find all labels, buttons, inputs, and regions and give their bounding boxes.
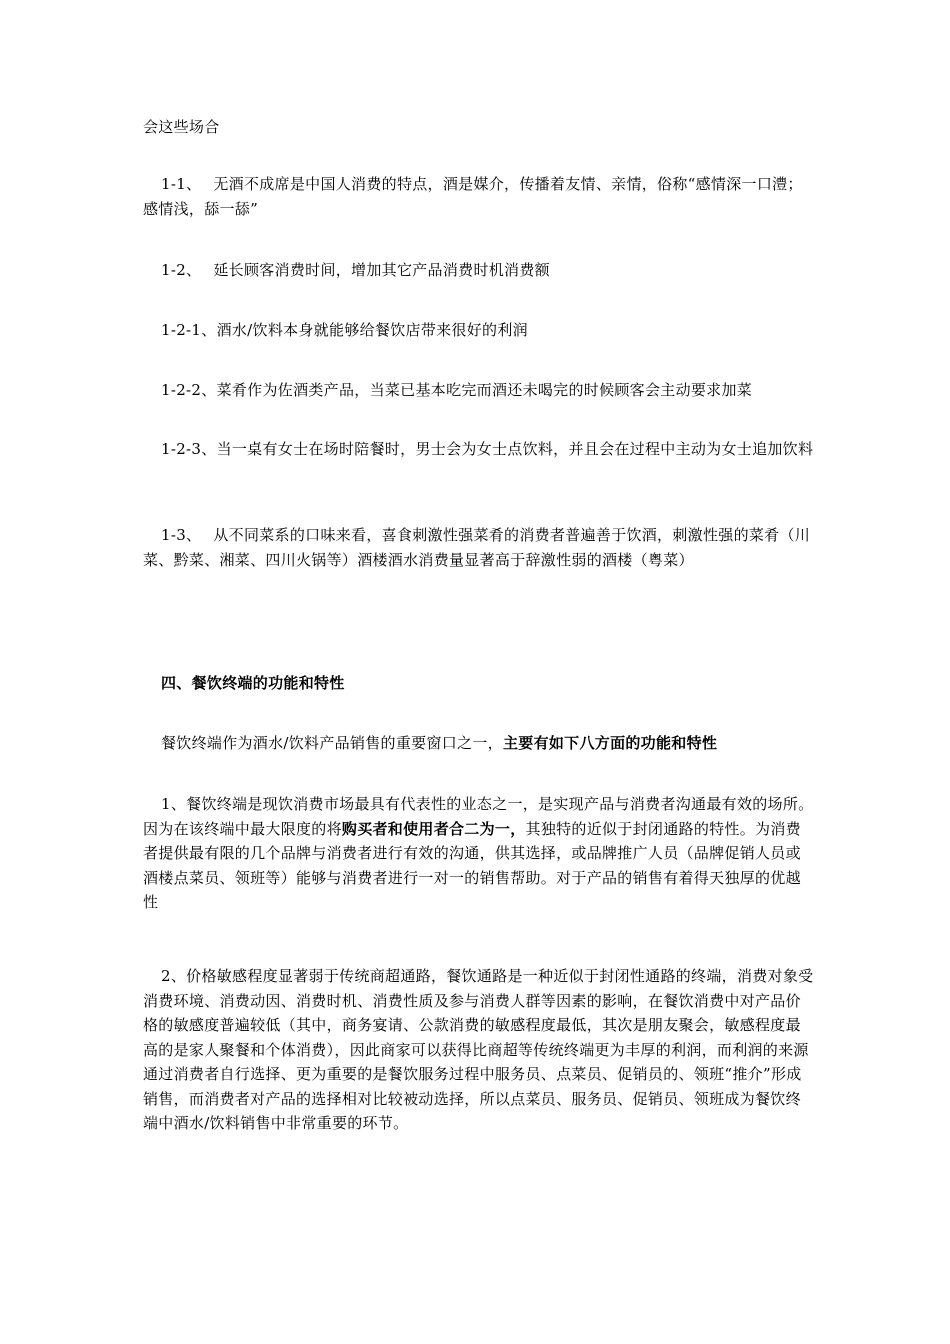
section-intro-bold: 主要有如下八方面的功能和特性 (502, 734, 718, 752)
intro-line (143, 115, 815, 140)
item-number: 1-2-3、 (161, 440, 217, 458)
item-text: 酒水/饮料本身就能够给餐饮店带来很好的利润 (216, 321, 528, 339)
item-1-3 (143, 523, 815, 572)
point-1 (143, 792, 815, 915)
item-text: 延长顾客消费时间，增加其它产品消费时机消费额 (213, 261, 550, 279)
item-1-2-3 (143, 437, 815, 462)
section-title: 四、餐饮终端的功能和特性 (161, 674, 345, 692)
point-2 (143, 964, 815, 1136)
item-text: 从不同菜系的口味来看，喜食刺激性强菜肴的消费者普遍善于饮酒，刺激性强的菜肴（川菜、黔菜、湘菜、四川火锅等）酒楼酒水消费量显著高于辞激性弱的酒楼（粤菜） (143, 526, 811, 569)
section-intro-plain: 餐饮终端作为酒水/饮料产品销售的重要窗口之一， (161, 734, 503, 752)
item-number: 1-2-1、 (161, 321, 217, 339)
item-number: 1-2-2、 (161, 381, 217, 399)
item-1-2-2 (143, 378, 815, 403)
item-number: 1-1、 (161, 175, 202, 193)
item-1-1 (143, 172, 815, 221)
item-number: 1-3、 (161, 526, 202, 544)
item-1-2-1 (143, 318, 815, 343)
item-number: 1-2、 (161, 261, 202, 279)
item-text: 无酒不成席是中国人消费的特点，酒是媒介，传播着友情、亲情，俗称“感情深一口澧；感情浅，舔一舔” (143, 175, 803, 218)
item-text: 菜肴作为佐酒类产品，当菜已基本吃完而酒还未喝完的时候顾客会主动要求加菜 (216, 381, 753, 399)
section-intro (143, 731, 815, 756)
point-1-text-b: 其独特的近似于封闭通路的特性。为消费者提供最有限的几个品牌与消费者进行有效的沟通，供其选择，或品牌推广人员（品牌促销人员或酒楼点菜员、领班等）能够与消费者进行一对一的销售帮助。对于产品的销售有着得天独厚的优越性 (143, 819, 801, 911)
intro-text: 会这些场合 (143, 118, 220, 136)
item-text: 当一桌有女士在场时陪餐时，男士会为女士点饮料，并且会在过程中主动为女士追加饮料 (216, 440, 814, 458)
point-2-text: 2、价格敏感程度显著弱于传统商超通路，餐饮通路是一种近似于封闭性通路的终端，消费对象受消费环境、消费动因、消费时机、消费性质及参与消费人群等因素的影响，在餐饮消费中对产品价格的敏感度普遍较低（其中，商务宴请、公款消费的敏感程度最低，其次是朋友聚会，敏感程度最高的是家人聚餐和个体消费），因此商家可以获得比商超等传统终端更为丰厚的利润，而利润的来源通过消费者自行选择、更为重要的是餐饮服务过程中服务员、点菜员、促销员的、领班“推介”形成销售，而消费者对产品的选择相对比较被动选择，所以点菜员、服务员、促销员、领班成为餐饮终端中酒水/饮料销售中非常重要的环节。 (143, 967, 814, 1132)
point-1-bold: 购买者和使用者合二为一， (341, 819, 526, 838)
point-1-text-a: 1、餐饮终端是现饮消费市场最具有代表性的业态之一，是实现产品与消费者沟通最有效的场所。因为在该终端中最大限度的将 (143, 795, 814, 838)
item-1-2 (143, 258, 815, 283)
